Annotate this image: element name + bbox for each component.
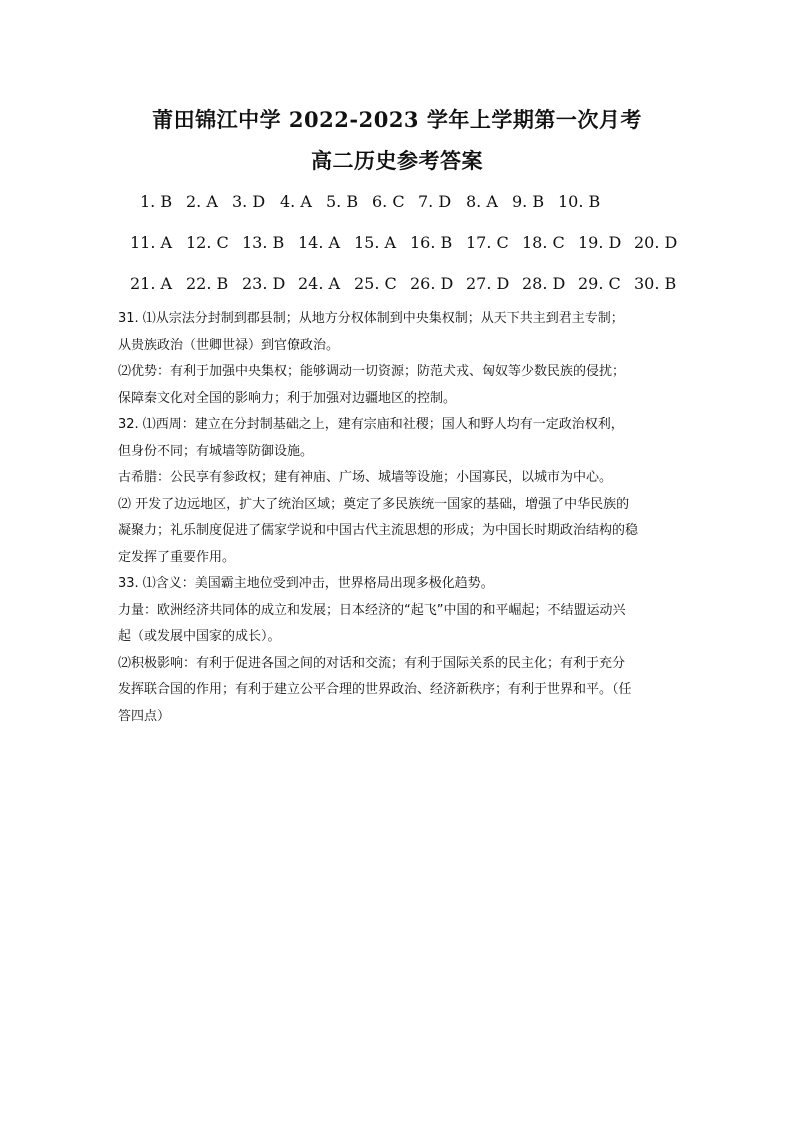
mc-answer: 6. C xyxy=(372,192,405,211)
mc-answer: 16. B xyxy=(410,233,453,252)
q31-part1-line1: 31. ⑴从宗法分封制到郡县制；从地方分权体制到中央集权制；从天下共主到君主专制； xyxy=(118,311,624,326)
q32-part2-line3: 定发挥了重要作用。 xyxy=(118,549,236,565)
q33-part2-line2: 发挥联合国的作用；有利于建立公平合理的世界政治、经济新秩序；有利于世界和平。（任 xyxy=(118,682,632,697)
q33-part2-line3: 答四点） xyxy=(118,708,171,724)
q32-part2-line2: 凝聚力；礼乐制度促进了儒家学说和中国古代主流思想的形成；为中国长时期政治结构的稳 xyxy=(118,523,639,538)
mc-answer: 4. A xyxy=(280,192,312,211)
mc-answer: 25. C xyxy=(354,274,397,293)
q32-part2-line1: ⑵ 开发了边远地区，扩大了统治区域；奠定了多民族统一国家的基础，增强了中华民族的 xyxy=(118,496,630,512)
q32-part1-line1: 32. ⑴西周：建立在分封制基础之上，建有宗庙和社稷；国人和野人均有一定政治权利， xyxy=(118,417,624,432)
mc-answer: 19. D xyxy=(578,233,622,252)
q31-part2-line1: ⑵优势：有利于加强中央集权；能够调动一切资源；防范犬戎、匈奴等少数民族的侵扰； xyxy=(118,364,626,379)
mc-answer: 20. D xyxy=(634,233,678,252)
mc-answer: 23. D xyxy=(242,274,286,293)
mc-answer: 12. C xyxy=(186,233,229,252)
q33-part2-line1: ⑵积极影响：有利于促进各国之间的对话和交流；有利于国际关系的民主化；有利于充分 xyxy=(118,655,626,671)
mc-answer: 8. A xyxy=(466,192,498,211)
document-subtitle: 高二历史参考答案 xyxy=(311,148,483,173)
q33-forces-line1: 力量：欧洲经济共同体的成立和发展；日本经济的“起飞”中国的和平崛起；不结盟运动兴 xyxy=(118,602,626,618)
mc-row-3 xyxy=(120,274,700,298)
mc-row-2 xyxy=(120,233,700,257)
mc-answer: 22. B xyxy=(186,274,229,293)
mc-answer: 29. C xyxy=(578,274,621,293)
mc-answer: 10. B xyxy=(558,192,601,211)
mc-answer: 18. C xyxy=(522,233,565,252)
mc-answer: 9. B xyxy=(512,192,545,211)
mc-answer: 5. B xyxy=(326,192,359,211)
q32-greece: 古希腊：公民享有参政权；建有神庙、广场、城墙等设施；小国寡民，以城市为中心。 xyxy=(118,470,613,485)
mc-answer: 7. D xyxy=(418,192,452,211)
mc-answer: 30. B xyxy=(634,274,677,293)
subjective-answers xyxy=(118,306,683,730)
mc-answer: 1. B xyxy=(140,192,173,211)
mc-answer: 2. A xyxy=(186,192,218,211)
mc-row-1 xyxy=(120,192,700,216)
q33-part1: 33. ⑴含义：美国霸主地位受到冲击，世界格局出现多极化趋势。 xyxy=(118,576,494,591)
q33-forces-line2: 起（或发展中国家的成长）。 xyxy=(118,629,281,644)
q31-part1-line2: 从贵族政治（世卿世禄）到官僚政治。 xyxy=(118,337,340,353)
mc-answer: 24. A xyxy=(298,274,341,293)
mc-answer: 27. D xyxy=(466,274,510,293)
mc-answer: 15. A xyxy=(354,233,397,252)
mc-answer: 14. A xyxy=(298,233,341,252)
mc-answer: 3. D xyxy=(232,192,266,211)
q32-part1-line2: 但身份不同；有城墙等防御设施。 xyxy=(118,443,314,459)
q31-part2-line2: 保障秦文化对全国的影响力；利于加强对边疆地区的控制。 xyxy=(118,390,457,406)
document-title: 莆田锦江中学 2022-2023 学年上学期第一次月考 xyxy=(152,107,642,132)
mc-answer: 26. D xyxy=(410,274,454,293)
mc-answer: 13. B xyxy=(242,233,285,252)
mc-answer: 17. C xyxy=(466,233,509,252)
mc-answer: 21. A xyxy=(130,274,173,293)
mc-answer: 28. D xyxy=(522,274,566,293)
mc-answer: 11. A xyxy=(130,233,173,252)
